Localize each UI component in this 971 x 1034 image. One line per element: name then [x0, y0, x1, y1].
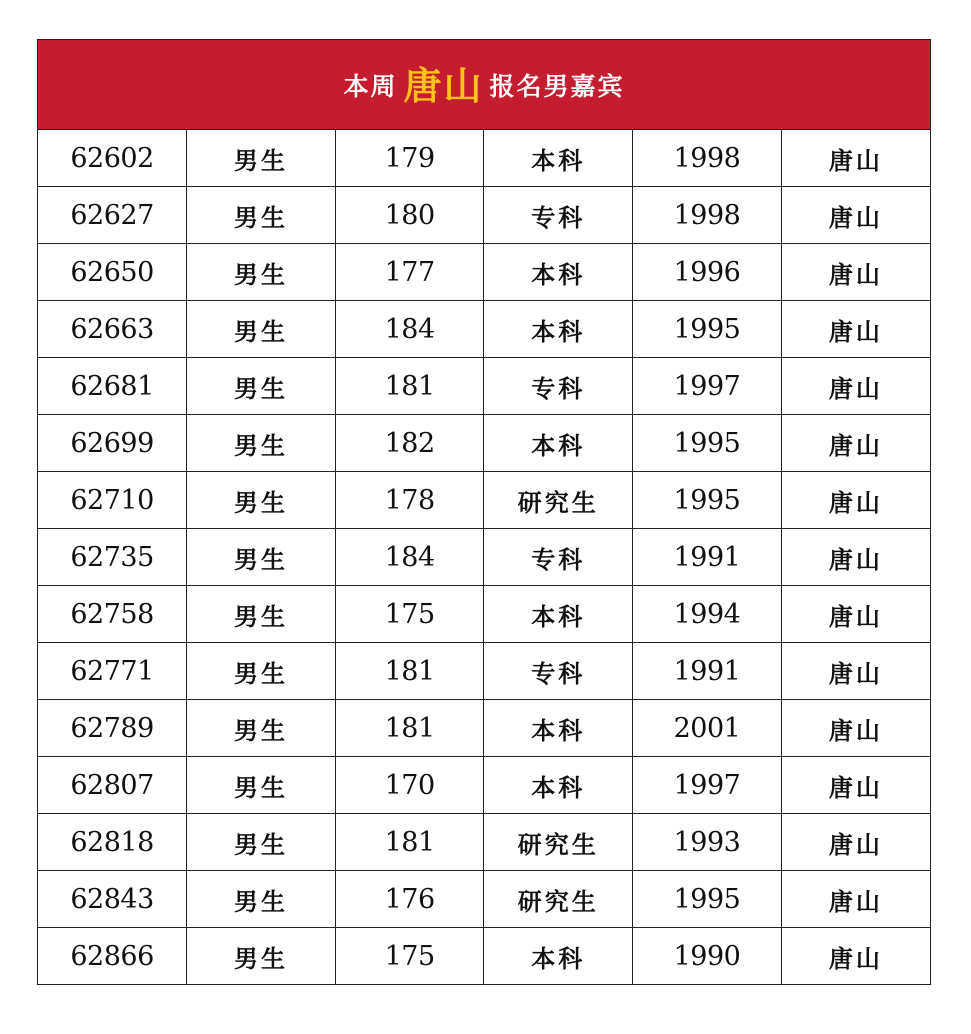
cell-id: 62758 [38, 586, 187, 643]
cell-height: 170 [335, 757, 484, 814]
cell-gender: 男生 [187, 757, 336, 814]
table-row [38, 415, 930, 472]
cell-gender: 男生 [187, 358, 336, 415]
cell-location: 唐山 [781, 415, 930, 472]
cell-birth-year: 1995 [633, 871, 782, 928]
cell-education: 专科 [484, 529, 633, 586]
cell-height: 181 [335, 814, 484, 871]
cell-education: 专科 [484, 643, 633, 700]
cell-birth-year: 1991 [633, 643, 782, 700]
cell-location: 唐山 [781, 814, 930, 871]
cell-gender: 男生 [187, 700, 336, 757]
cell-id: 62789 [38, 700, 187, 757]
table-row [38, 814, 930, 871]
cell-birth-year: 1995 [633, 415, 782, 472]
cell-location: 唐山 [828, 944, 883, 973]
table-row [38, 358, 930, 415]
cell-height: 181 [335, 700, 484, 757]
roster-sheet [37, 39, 931, 985]
cell-education: 研究生 [484, 871, 633, 928]
cell-education: 本科 [484, 301, 633, 358]
table-row [38, 928, 930, 985]
cell-location: 唐山 [781, 757, 930, 814]
cell-gender: 男生 [187, 586, 336, 643]
cell-gender: 男生 [187, 643, 336, 700]
cell-gender: 男生 [187, 301, 336, 358]
cell-birth-year: 1997 [633, 358, 782, 415]
cell-birth-year: 1997 [633, 757, 782, 814]
title-suffix: 报名男嘉宾 [489, 71, 625, 101]
cell-gender: 男生 [187, 814, 336, 871]
cell-education: 本科 [484, 928, 633, 985]
cell-id: 62699 [38, 415, 187, 472]
table-row [38, 757, 930, 814]
cell-height: 181 [335, 643, 484, 700]
cell-id: 62807 [38, 757, 187, 814]
cell-id: 62866 [38, 928, 187, 985]
guest-table [38, 130, 930, 984]
cell-id: 62735 [38, 529, 187, 586]
cell-birth-year: 1994 [633, 586, 782, 643]
title-city: 唐山 [403, 64, 484, 108]
cell-id: 62602 [38, 130, 187, 187]
cell-location: 唐山 [781, 358, 930, 415]
cell-height: 179 [335, 130, 484, 187]
cell-id: 62818 [38, 814, 187, 871]
cell-education: 专科 [484, 187, 633, 244]
table-row [38, 643, 930, 700]
cell-education: 研究生 [484, 814, 633, 871]
cell-location: 唐山 [781, 643, 930, 700]
cell-education: 本科 [484, 700, 633, 757]
table-row [38, 586, 930, 643]
cell-birth-year: 2001 [633, 700, 782, 757]
cell-gender: 男生 [187, 871, 336, 928]
cell-height: 178 [335, 472, 484, 529]
table-row [38, 472, 930, 529]
cell-height: 181 [335, 358, 484, 415]
cell-location: 唐山 [781, 472, 930, 529]
cell-education: 专科 [484, 358, 633, 415]
cell-id: 62710 [38, 472, 187, 529]
cell-id: 62681 [38, 358, 187, 415]
cell-location: 唐山 [781, 187, 930, 244]
cell-education: 本科 [484, 244, 633, 301]
cell-height: 182 [335, 415, 484, 472]
cell-birth-year: 1990 [633, 928, 782, 985]
cell-birth-year: 1991 [633, 529, 782, 586]
cell-id: 62663 [38, 301, 187, 358]
table-row [38, 244, 930, 301]
table-row [38, 529, 930, 586]
cell-location: 唐山 [781, 244, 930, 301]
cell-birth-year: 1998 [633, 130, 782, 187]
cell-birth-year: 1993 [633, 814, 782, 871]
cell-height: 175 [335, 928, 484, 985]
table-row [38, 130, 930, 187]
cell-education: 本科 [484, 757, 633, 814]
cell-gender: 男生 [187, 415, 336, 472]
guest-table-body [38, 130, 930, 984]
cell-height: 177 [335, 244, 484, 301]
title-prefix: 本周 [343, 71, 398, 101]
cell-birth-year: 1995 [633, 472, 782, 529]
cell-gender: 男生 [187, 244, 336, 301]
cell-gender: 男生 [187, 529, 336, 586]
cell-gender: 男生 [187, 187, 336, 244]
cell-location: 唐山 [781, 700, 930, 757]
cell-location: 唐山 [781, 529, 930, 586]
table-row [38, 700, 930, 757]
cell-education: 研究生 [484, 472, 633, 529]
cell-id: 62650 [38, 244, 187, 301]
cell-location: 唐山 [781, 871, 930, 928]
cell-height: 184 [335, 301, 484, 358]
title-banner [38, 40, 930, 130]
cell-id: 62843 [38, 871, 187, 928]
cell-birth-year: 1998 [633, 187, 782, 244]
cell-gender: 男生 [187, 130, 336, 187]
cell-id: 62627 [38, 187, 187, 244]
cell-height: 176 [335, 871, 484, 928]
cell-gender: 男生 [187, 928, 336, 985]
cell-birth-year: 1995 [633, 301, 782, 358]
cell-education: 本科 [484, 130, 633, 187]
cell-height: 184 [335, 529, 484, 586]
cell-education: 本科 [484, 415, 633, 472]
cell-birth-year: 1996 [633, 244, 782, 301]
cell-gender: 男生 [187, 472, 336, 529]
table-row [38, 871, 930, 928]
cell-location: 唐山 [781, 586, 930, 643]
cell-education: 本科 [484, 586, 633, 643]
table-row [38, 301, 930, 358]
cell-location: 唐山 [781, 130, 930, 187]
cell-height: 175 [335, 586, 484, 643]
table-row [38, 187, 930, 244]
cell-location: 唐山 [781, 301, 930, 358]
cell-id: 62771 [38, 643, 187, 700]
cell-height: 180 [335, 187, 484, 244]
